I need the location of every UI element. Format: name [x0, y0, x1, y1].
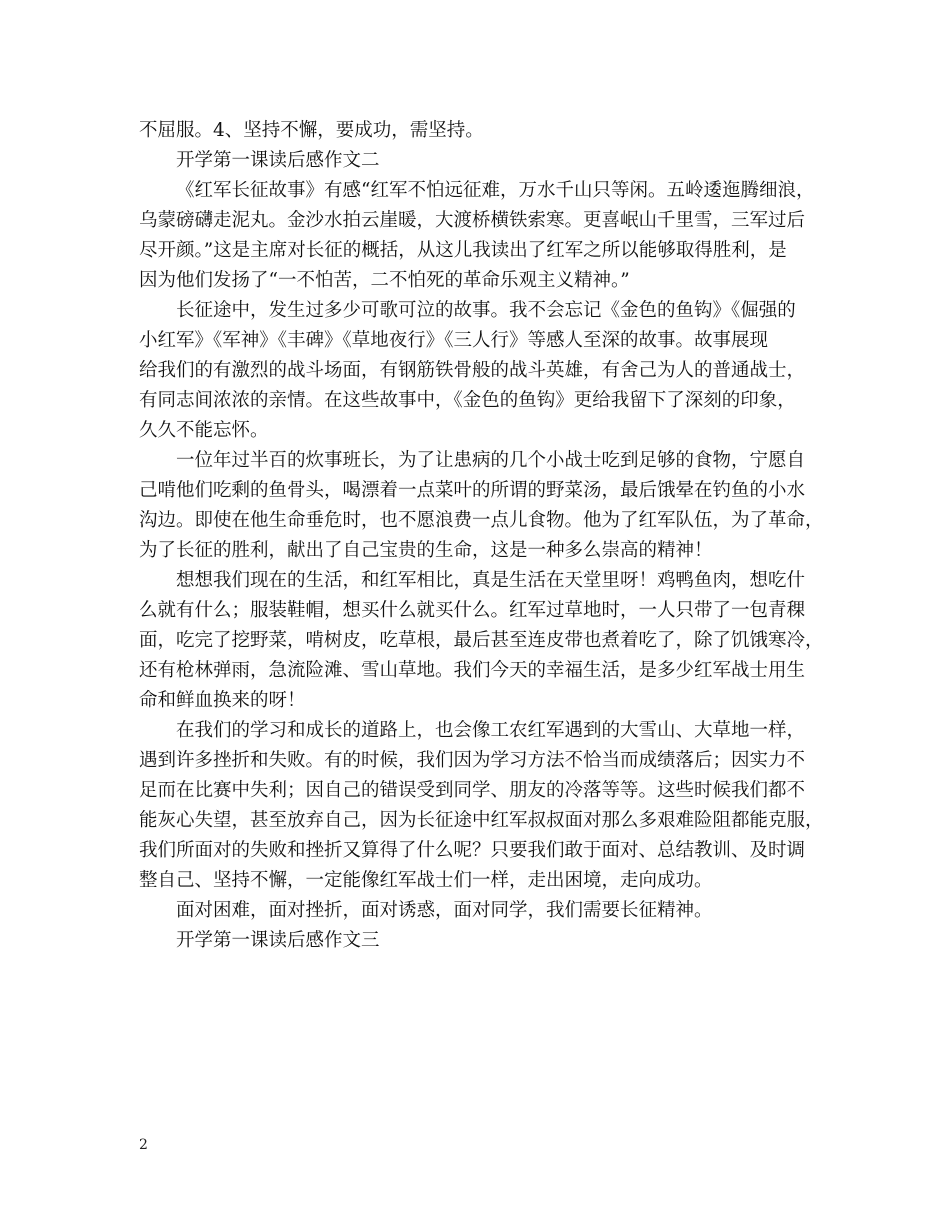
document-body	[139, 116, 824, 956]
text-line: 一位年过半百的炊事班长，为了让患病的几个小战士吃到足够的食物，宁愿自	[176, 450, 806, 471]
text-line: 面对困难，面对挫折，面对诱惑，面对同学，我们需要长征精神。	[176, 900, 713, 921]
text-line: 因为他们发扬了“一不怕苦，二不怕死的革命乐观主义精神。”	[139, 270, 630, 291]
text-line: 己啃他们吃剩的鱼骨头，喝漂着一点菜叶的所谓的野菜汤，最后饿晕在钓鱼的小水	[139, 480, 806, 501]
text-line: 小红军》《军神》《丰碑》《草地夜行》《三人行》等感人至深的故事。故事展现	[139, 330, 769, 351]
text-line: 《红军长征故事》有感“红军不怕远征难，万水千山只等闲。五岭逶迤腾细浪，	[176, 180, 815, 201]
text-line: 在我们的学习和成长的道路上，也会像工农红军遇到的大雪山、大草地一样，	[176, 720, 806, 741]
text-line: 我们所面对的失败和挫折又算得了什么呢？只要我们敢于面对、总结教训、及时调	[139, 840, 806, 861]
text-line: 为了长征的胜利，献出了自己宝贵的生命，这是一种多么崇高的精神！	[139, 540, 713, 561]
section-heading: 开学第一课读后感作文二	[176, 150, 380, 171]
section-heading: 开学第一课读后感作文三	[176, 930, 380, 951]
text-line: 有同志间浓浓的亲情。在这些故事中，《金色的鱼钩》更给我留下了深刻的印象，	[139, 390, 796, 411]
text-line: 么就有什么；服装鞋帽，想买什么就买什么。红军过草地时，一人只带了一包青稞	[139, 600, 806, 621]
text-line: 长征途中，发生过多少可歌可泣的故事。我不会忘记《金色的鱼钩》《倔强的	[176, 300, 796, 321]
page-number: 2	[139, 1137, 148, 1153]
text-line: 整自己、坚持不懈，一定能像红军战士们一样，走出困境，走向成功。	[139, 870, 713, 891]
text-line: 给我们的有激烈的战斗场面，有钢筋铁骨般的战斗英雄，有舍己为人的普通战士，	[139, 360, 806, 381]
text-line: 想想我们现在的生活，和红军相比，真是生活在天堂里呀！鸡鸭鱼肉，想吃什	[176, 570, 806, 591]
text-line: 不屈服。4、坚持不懈，要成功，需坚持。	[139, 120, 484, 141]
text-line: 面，吃完了挖野菜，啃树皮，吃草根，最后甚至连皮带也煮着吃了，除了饥饿寒冷，	[139, 630, 824, 651]
text-line: 足而在比赛中失利；因自己的错误受到同学、朋友的冷落等等。这些时候我们都不	[139, 780, 806, 801]
text-line: 能灰心失望，甚至放弃自己，因为长征途中红军叔叔面对那么多艰难险阻都能克服，	[139, 810, 824, 831]
text-line: 命和鲜血换来的呀！	[139, 690, 306, 711]
text-line: 尽开颜。”这是主席对长征的概括，从这儿我读出了红军之所以能够取得胜利，是	[139, 240, 787, 261]
text-line: 沟边。即使在他生命垂危时，也不愿浪费一点儿食物。他为了红军队伍，为了革命，	[139, 510, 824, 531]
text-line: 还有枪林弹雨，急流险滩、雪山草地。我们今天的幸福生活，是多少红军战士用生	[139, 660, 806, 681]
text-line: 乌蒙磅礴走泥丸。金沙水拍云崖暖，大渡桥横铁索寒。更喜岷山千里雪，三军过后	[139, 210, 806, 231]
text-line: 遇到许多挫折和失败。有的时候，我们因为学习方法不恰当而成绩落后；因实力不	[139, 750, 806, 771]
text-line: 久久不能忘怀。	[139, 420, 269, 441]
